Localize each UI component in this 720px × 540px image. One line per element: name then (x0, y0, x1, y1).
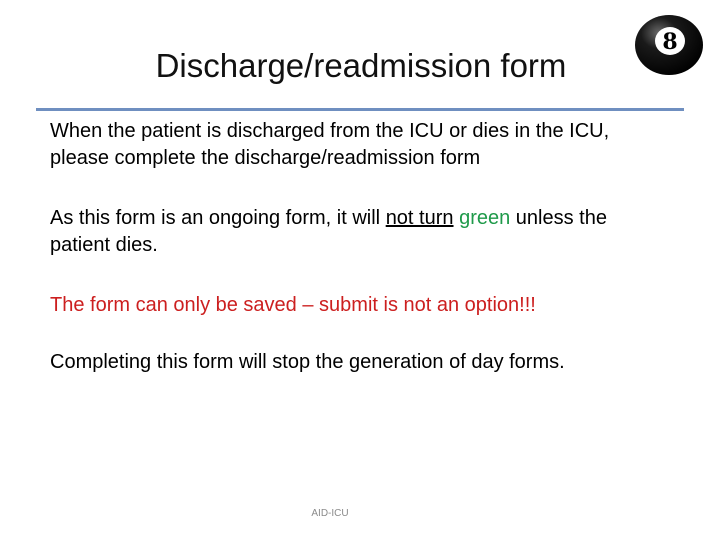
eight-ball-number: 8 (662, 29, 678, 55)
title-divider (36, 108, 684, 111)
paragraph-discharge-instruction (50, 118, 700, 172)
paragraph-warning: The form can only be saved – submit is not an option!!! (50, 294, 536, 316)
text-line: When the patient is discharged from the ICU or dies in the ICU, (50, 120, 610, 142)
paragraph-ongoing-form (50, 205, 700, 259)
green-text: green (459, 207, 511, 229)
text-run: As this form is an ongoing form, it will (50, 207, 386, 229)
slide-footer: AID-ICU (311, 508, 349, 519)
eight-ball-icon (634, 14, 704, 76)
text-line: please complete the discharge/readmission form (50, 147, 481, 169)
text-line: patient dies. (50, 234, 158, 256)
underlined-text: not turn (385, 207, 454, 229)
slide-title: Discharge/readmission form (155, 47, 567, 84)
paragraph-completion-note: Completing this form will stop the generation of day forms. (50, 351, 565, 373)
text-run: unless the (510, 207, 607, 229)
